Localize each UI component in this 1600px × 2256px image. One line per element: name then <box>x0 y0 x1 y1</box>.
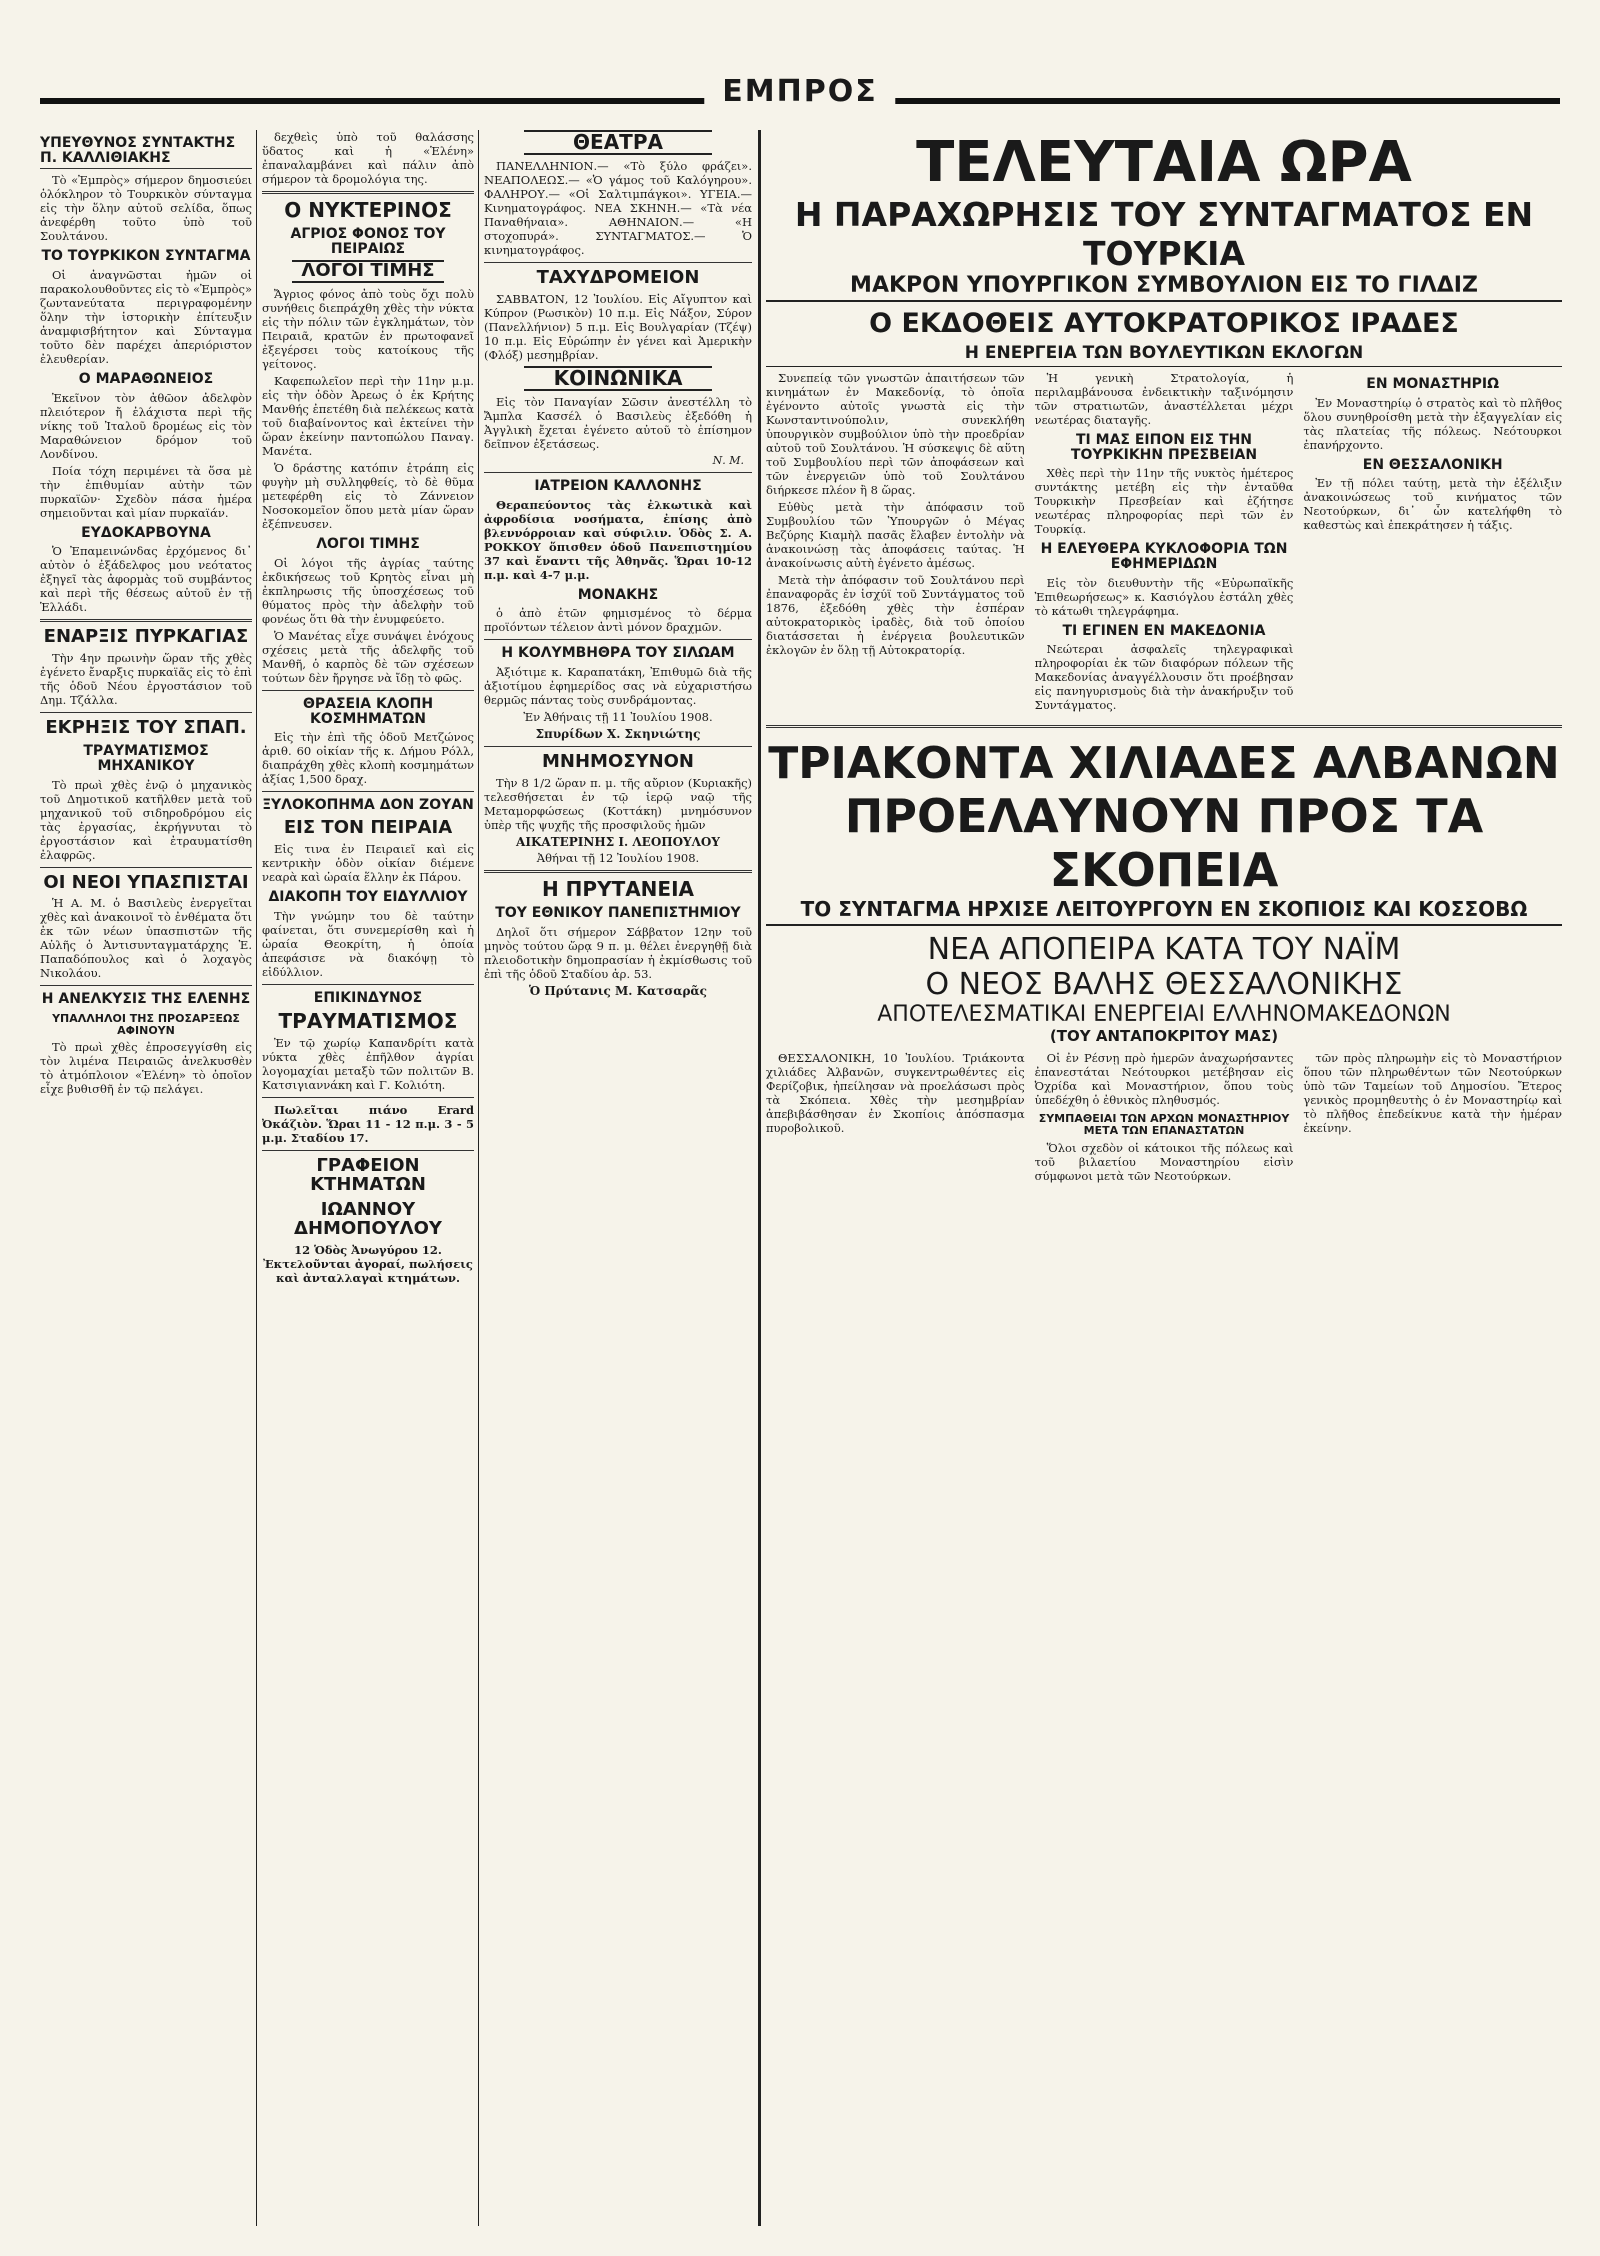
headline: ΟΙ ΝΕΟΙ ΥΠΑΣΠΙΣΤΑΙ <box>43 871 249 893</box>
article-column <box>1303 371 1562 715</box>
subheading: ΤΙ ΕΓΙΝΕΝ ΕΝ ΜΑΚΕΔΟΝΙΑ <box>1062 622 1266 639</box>
article-text: Καφεπωλεῖον περὶ τὴν 11ην μ.μ. εἰς τὴν ὁδὸν Ἀρεως ὁ ἐκ Κρήτης Μανθής ἐπετέθη διὰ πελέκεως κατὰ τοῦ διαβαίνοντος καὶ ἐκτείνει τὴν ὥραν ἐκείνην παντοπώλου Παναγ. Μανέτα. <box>262 374 474 459</box>
masthead <box>40 72 1560 124</box>
article-text: Ὁ δράστης κατόπιν ἐτράπη εἰς φυγὴν μὴ συλληφθείς, τὸ δὲ θῦμα μετεφέρθη εἰς τὸ Ζάννειον Νοσοκομεῖον ὅπου μετὰ μίαν ὥραν ἐξέπνευσεν. <box>262 461 474 532</box>
column-4-main-news <box>766 130 1562 2226</box>
separator <box>262 791 474 792</box>
article-text: Δηλοῖ ὅτι σήμερον Σάββατον 12ην τοῦ μηνὸς τούτου ὥρᾳ 9 π. μ. θέλει ἐνεργηθῇ διὰ πλειοδοτικὴν δημοπρασίαν ἡ ἐκμίσθωσις τοῦ ἐπὶ τῆς ὁδοῦ Σταδίου ἀρ. 53. <box>484 924 752 981</box>
signature: Ὁ Πρύτανις Μ. Κατσαρᾶς <box>529 983 707 998</box>
headline: ΑΠΟΤΕΛΕΣΜΑΤΙΚΑΙ ΕΝΕΡΓΕΙΑΙ ΕΛΛΗΝΟΜΑΚΕΔΟΝΩΝ <box>877 1002 1451 1028</box>
separator <box>484 262 752 263</box>
separator <box>40 985 252 986</box>
article-text: Ὁ Μανέτας εἶχε συνάψει ἐνόχους σχέσεις μετὰ τῆς ἀδελφῆς τοῦ Μανθῆ, ὁ καρπὸς δὲ τῶν σχέσεων τούτων δὲν ἤργησε νὰ ἴδῃ τὸ φῶς. <box>262 628 474 685</box>
headline: ΘΡΑΣΕΙΑ ΚΛΟΠΗ ΚΟΣΜΗΜΑΤΩΝ <box>302 695 434 727</box>
separator <box>40 867 252 868</box>
ad-headline: ΙΩΑΝΝΟΥ ΔΗΜΟΠΟΥΛΟΥ <box>294 1199 442 1239</box>
separator <box>766 725 1562 728</box>
headline: ΜΝΗΜΟΣΥΝΟΝ <box>541 750 694 772</box>
headline: ΞΥΛΟΚΟΠΗΜΑ ΔΟΝ ΖΟΥΑΝ <box>262 797 474 814</box>
byline: (ΤΟΥ ΑΝΤΑΠΟΚΡΙΤΟΥ ΜΑΣ) <box>1049 1027 1279 1046</box>
article-text: Τὴν 8 1/2 ὥραν π. μ. τῆς αὔριον (Κυριακῆς) τελεσθήσεται ἐν τῷ ἱερῷ ναῷ τῆς Μεταμορφώσεως (Κοττάκη) μνημόσυνον ὑπὲρ τῆς ψυχῆς τῆς προσφιλοῦς ἡμῶν <box>484 775 752 832</box>
section-heading: ΘΕΑΤΡΑ <box>524 130 712 155</box>
article-text: τῶν πρὸς πληρωμὴν εἰς τὸ Μοναστήριον ὅπου τῶν πληρωθέντων τῶν Νεοτούρκων ὑπὸ τῶν Ταμείων τοῦ Δημοσίου. Ἔτερος γενικὸς προμηθευτὴς ὁ ἐν Μοναστηρίῳ καὶ τὸ πλῆθος ἐπεδείκνυε κατὰ τὴν ἡμέραν ἐκείνην. <box>1303 1051 1562 1136</box>
article-text: Ἄγριος φόνος ἀπὸ τοὺς ὄχι πολὺ συνήθεις διεπράχθη χθὲς τὴν νύκτα εἰς τὴν πόλιν τῶν ἐγκλημάτων, τὸν Πειραιᾶ, κρατῶν ἐν πρωτοφανεῖ ἐξεγέρσει τοὺς κατοίκους τῆς γείτονος. <box>262 287 474 372</box>
article-text: Ὅλοι σχεδὸν οἱ κάτοικοι τῆς πόλεως καὶ τοῦ βιλαετίου Μοναστηρίου εἰσὶν σύμφωνοι μετὰ τῶν Νεοτούρκων. <box>1034 1140 1294 1183</box>
headline: ΑΓΡΙΟΣ ΦΟΝΟΣ ΤΟΥ ΠΕΙΡΑΙΩΣ <box>290 226 446 257</box>
headline: ΛΟΓΟΙ ΤΙΜΗΣ <box>292 260 444 283</box>
headline: ΤΡΙΑΚΟΝΤΑ ΧΙΛΙΑΔΕΣ ΑΛΒΑΝΩΝ <box>768 738 1560 790</box>
headline: ΝΕΑ ΑΠΟΠΕΙΡΑ ΚΑΤΑ ΤΟΥ ΝΑΪΜ <box>927 932 1401 968</box>
article-text: Ἐκεῖνον τὸν ἀθῶον ἀδελφὸν πλειότερον ἤ ἐλάχιστα περὶ τῆς νίκης τοῦ Ἰταλοῦ δρομέως εἰς τὸν Μαραθώνειον δρόμον τοῦ Λονδίνου. <box>40 390 252 461</box>
editor-line: ΥΠΕΥΘΥΝΟΣ ΣΥΝΤΑΚΤΗΣ Π. ΚΑΛΛΙΘΙΑΚΗΣ <box>40 136 252 169</box>
subheading: ΕΝ ΜΟΝΑΣΤΗΡΙΩ <box>1366 376 1500 392</box>
column-divider <box>256 130 257 2226</box>
headline: ΤΟ ΣΥΝΤΑΓΜΑ ΗΡΧΙΣΕ ΛΕΙΤΟΥΡΓΟΥΝ ΕΝ ΣΚΟΠΙΟΙΣ ΚΑΙ ΚΟΣΣΟΒΩ <box>766 897 1562 926</box>
ad-headline: ΜΟΝΑΚΗΣ <box>577 586 659 603</box>
article-column <box>1303 1051 1562 1185</box>
classified-ad: Πωλεῖται πιάνο Erard Ὀκάζιὸν. Ὥραι 11 - 12 π.μ. 3 - 5 μ.μ. Σταδίου 17. <box>262 1103 474 1146</box>
article-columns <box>766 371 1562 715</box>
headline: ΕΝΑΡΞΙΣ ΠΥΡΚΑΓΙΑΣ <box>43 626 249 648</box>
subheading: Η ΕΛΕΥΘΕΡΑ ΚΥΚΛΟΦΟΡΙΑ ΤΩΝ ΕΦΗΜΕΡΙΔΩΝ <box>1040 541 1288 573</box>
subheading: ΣΥΜΠΑΘΕΙΑΙ ΤΩΝ ΑΡΧΩΝ ΜΟΝΑΣΤΗΡΙΟΥ ΜΕΤΑ ΤΩΝ ΕΠΑΝΑΣΤΑΤΩΝ <box>1038 1112 1290 1137</box>
memorial-name: ΑΙΚΑΤΕΡΙΝΗΣ Ι. ΛΕΟΠΟΥΛΟΥ <box>516 834 720 849</box>
headline: ΕΙΣ ΤΟΝ ΠΕΙΡΑΙΑ <box>283 817 453 839</box>
masthead-title: ΕΜΠΡΟΣ <box>704 74 895 109</box>
separator <box>262 191 474 194</box>
article-text: Εἰς τὸν Παναγίαν Σῶσιν ἀνεστέλλη τὸ Ἄμπλα Κασσέλ ὁ Βασιλεὺς ἐξεδόθη ἡ Ἀγγλικὴ ἔχεται ἐγένετο αὐτοῦ τὸ ἐπίσημον δεῖπνον ἐξετάσεως. <box>484 394 752 451</box>
ad-text: Θεραπεύοντος τὰς ἐλκωτικὰ καὶ ἀφροδίσια νοσήματα, ἐπίσης ἀπὸ βλεννόρροιαν καὶ σύφιλιν. Ὁδὸς Σ. Α. ΡΟΚΚΟΥ ὅπισθεν ὁδοῦ Πανεπιστημίου 37 καὶ ἔναντι τῆς Ἀθηνᾶς. Ὥραι 10-12 π.μ. καὶ 4-7 μ.μ. <box>484 497 752 582</box>
subheading: ΕΝ ΘΕΣΣΑΛΟΝΙΚΗ <box>1362 456 1503 473</box>
article-text: ΠΑΝΕΛΛΗΝΙΟΝ.— «Τὸ ξύλο φράζει». ΝΕΑΠΟΛΕΩΣ.— «Ὁ γάμος τοῦ Καλόγηρου». ΦΑΛΗΡΟΥ.— «Οἱ Σαλτιμπάγκοι». ΥΓΕΙΑ.— Κινηματογράφος. ΝΕΑ ΣΚΗΝΗ.— «Τὰ νέα Παναθήναια». ΑΘΗΝΑΙΟΝ.— «Η στοχοπυρά». ΣΥΝΤΑΓΜΑΤΟΣ.— Ὁ κινηματογράφος. <box>484 159 752 257</box>
article-column <box>1035 371 1294 715</box>
article-text: Εἰς τινα ἐν Πειραιεῖ καὶ εἰς κεντρικὴν ὁδὸν οἰκίαν διέμενε νεαρὰ καὶ ὡραία ἕλλην ἐκ Πάρου. <box>262 841 474 884</box>
separator <box>484 472 752 473</box>
headline: Η ΑΝΕΛΚΥΣΙΣ ΤΗΣ ΕΛΕΝΗΣ <box>41 991 251 1008</box>
article-text: δεχθεὶς ὑπὸ τοῦ θαλάσσης ὕδατος καὶ ἡ «Ἑλένη» ἐπαναλαμβάνει καὶ πάλιν ἀπὸ σήμερον τὰ δρομολόγια της. <box>262 130 474 186</box>
article-text: ΘΕΣΣΑΛΟΝΙΚΗ, 10 Ἰουλίου. Τριάκοντα χιλιάδες Ἀλβανῶν, συγκεντρωθέντες εἰς Φερίζοβικ, ἠπείλησαν νὰ προελάσωσι πρὸς τὰ Σκόπεια. Χθὲς τὴν μεσημβρίαν ἀπεβιβάσθησαν ἐν Σκοπίοις ἀπόσπασμα πυροβολικοῦ. <box>766 1051 1025 1136</box>
section-heading: ΤΑΧΥΔΡΟΜΕΙΟΝ <box>536 267 700 288</box>
article-text: Τὴν 4ην πρωινὴν ὥραν τῆς χθὲς ἐγένετο ἔναρξις πυρκαϊᾶς εἰς τὸ ἐπὶ τῆς ὁδοῦ Νέου ἐργοστάσιον τοῦ Δημ. Τζάλλα. <box>40 651 252 708</box>
column-1 <box>40 130 252 2226</box>
headline: Ο ΝΥΚΤΕΡΙΝΟΣ <box>284 198 452 222</box>
article-columns <box>766 1051 1562 1185</box>
subheading: ΛΟΓΟΙ ΤΙΜΗΣ <box>316 536 420 553</box>
article-text: Ἐν τῇ πόλει ταύτῃ, μετὰ τὴν ἐξέλιξιν ἀνακοινώσεως τοῦ κινήματος τῶν Νεοτούρκων, δι᾽ ὧν κατελήφθη τὸ καθεστὼς καὶ ἐπεκράτησεν ἡ τάξις. <box>1303 476 1562 533</box>
main-headline: ΤΕΛΕΥΤΑΙΑ ΩΡΑ <box>916 130 1412 195</box>
article-column <box>766 371 1025 715</box>
article-text: Εὐθὺς μετὰ τὴν ἀπόφασιν τοῦ Συμβουλίου τῶν Ὑπουργῶν ὁ Μέγας Βεζύρης Κιαμὴλ πασᾶς ἔλαβεν ἐντολὴν νὰ ἀνακοινώσῃ τὰς ἀποφάσεις ταύτας. Ἡ ἀνακοίνωσις αὐτὴ ἐγένετο ἀμέσως. <box>766 500 1025 570</box>
headline: Η ΠΡΥΤΑΝΕΙΑ <box>541 876 695 901</box>
subheading: ΤΟ ΤΟΥΡΚΙΚΟΝ ΣΥΝΤΑΓΜΑ <box>41 248 251 265</box>
separator <box>484 746 752 747</box>
ad-text: 12 Ὁδὸς Ἀνωγύρου 12. Ἐκτελοῦνται ἀγοραί, πωλήσεις καὶ ἀνταλλαγαὶ κτημάτων. <box>263 1242 473 1285</box>
headline: Η ΚΟΛΥΜΒΗΘΡΑ ΤΟΥ ΣΙΛΩΑΜ <box>501 645 735 662</box>
article-text: Ἐν τῷ χωρίῳ Καπανδρίτι κατὰ νύκτα χθὲς ἐπῆλθον ἀγρίαι λογομαχίαι μεταξὺ τῶν πολιτῶν Β. Κατσιγιαννάκη καὶ Γ. Κολιότη. <box>262 1036 474 1093</box>
article-column <box>766 1051 1025 1185</box>
article-text: Τὴν γνώμην του δὲ ταύτην φαίνεται, ὅτι συνεμερίσθη καὶ ἡ ὡραία Θεοκρίτη, ἡ ὁποία ἀπεφάσισε νὰ διακόψῃ τὸ εἰδύλλιον. <box>262 908 474 979</box>
article-text: Εἰς τὸν διευθυντὴν τῆς «Εὐρωπαϊκῆς Ἐπιθεωρήσεως» κ. Κασιόγλου ἐστάλη χθὲς τὸ κάτωθι τηλεγράφημα. <box>1034 575 1294 618</box>
separator <box>262 690 474 691</box>
headline: Η ΠΑΡΑΧΩΡΗΣΙΣ ΤΟΥ ΣΥΝΤΑΓΜΑΤΟΣ ΕΝ ΤΟΥΡΚΙΑ <box>794 195 1534 273</box>
date-line: Ἀθήναι τῇ 12 Ἰουλίου 1908. <box>536 850 700 865</box>
separator <box>40 619 252 622</box>
headline: ΥΠΑΛΛΗΛΟΙ ΤΗΣ ΠΡΟΣΑΡΞΕΩΣ ΑΦΙΝΟΥΝ <box>52 1012 240 1037</box>
subheading: ΕΥΔΟΚΑΡΒΟΥΝΑ <box>81 524 211 541</box>
article-text: Ποία τόχη περιμένει τὰ ὅσα μὲ τὴν ἐπιθυμίαν αὐτὴν τῶν πυρκαϊῶν· Σχεδὸν πάσα ἡμέρα σημειοῦνται καὶ μίαν πυρκαϊάν. <box>40 463 252 520</box>
headline: ΤΡΑΥΜΑΤΙΣΜΟΣ ΜΗΧΑΝΙΚΟΥ <box>83 743 209 774</box>
article-text: Οἱ ἐν Ρέσνῃ πρὸ ἡμερῶν ἀναχωρήσαντες ἐπανεστάται Νεότουρκοι μετέβησαν εἰς Ὀχρίδα καὶ Μοναστήριον, ὅπου τοὺς ὑπεδέχθη ὁ ἐθνικὸς πληθυσμός. <box>1034 1051 1294 1108</box>
headline: ΠΡΟΕΛΑΥΝΟΥΝ ΠΡΟΣ ΤΑ ΣΚΟΠΕΙΑ <box>844 789 1484 898</box>
column-2 <box>262 130 474 2226</box>
separator <box>262 1150 474 1151</box>
article-text: Οἱ λόγοι τῆς ἀγρίας ταύτης ἐκδικήσεως τοῦ Κρητὸς εἶναι μὴ ἐκπληρωσις τῆς ὑποσχέσεως τοῦ θύματος πρὸς τὴν ἀδελφὴν τοῦ φονέως ὅτι θὰ τὴν ἐνυμφεύετο. <box>262 555 474 626</box>
headline: ΤΡΑΥΜΑΤΙΣΜΟΣ <box>278 1009 458 1034</box>
article-text: ΣΑΒΒΑΤΟΝ, 12 Ἰουλίου. Εἰς Αἴγυπτον καὶ Κύπρον (Ρωσικὸν) 10 π.μ. Εἰς Νάξον, Σύρον (Πανελλήνιον) 5 π.μ. Εἰς Βουλγαρίαν (Τζέψ) 10 π.μ. Εἰς Εὐρώπην ἐν γένει καὶ Ἀμερικὴν (Φλόξ) μεσημβρίαν. <box>484 291 752 362</box>
headline: ΤΟΥ ΕΘΝΙΚΟΥ ΠΑΝΕΠΙΣΤΗΜΙΟΥ <box>495 904 741 921</box>
headline: ΕΚΡΗΞΙΣ ΤΟΥ ΣΠΑΠ. <box>45 717 247 739</box>
article-text: Ἀξιότιμε κ. Καραπατάκη, Ἐπιθυμῶ διὰ τῆς ἀξιοτίμου ἐφημερίδος σας νὰ εὐχαριστήσω θερμῶς πάντας τοὺς συνδράμοντας. <box>484 664 752 707</box>
article-text: Οἱ ἀναγνῶσται ἡμῶν οἱ παρακολουθοῦντες εἰς τὸ «Ἐμπρὸς» ζωντανεύτατα περιγραφομένην ὅλην τὴν ἱστορικὴν ἐπίτευξιν ἀναμφισβήτητον καὶ Σύνταγμα τοῦτο δὲν παρέχει ἀπεριόριστον ἐλευθερίαν. <box>40 268 252 367</box>
separator <box>484 870 752 873</box>
signature: Σπυρίδων Χ. Σκηνιώτης <box>535 726 701 741</box>
article-text: Τὸ πρωὶ χθὲς ἐπροσεγγίσθη εἰς τὸν λιμένα Πειραιῶς ἀνελκυσθὲν τὸ ἀτμόπλοιον «Ἑλένη» τὸ ὁποῖον εἶχε βυθισθῆ ἐν τῷ πελάγει. <box>40 1040 252 1097</box>
column-divider <box>758 130 761 2226</box>
separator <box>484 639 752 640</box>
article-text: Ἡ Α. Μ. ὁ Βασιλεὺς ἐνεργεῖται χθὲς καὶ ἀνακοινοῖ τὸ ἐνθέματα ὅτι ἐκ τῶν νέων ὑπασπιστῶν τῆς Αὐλῆς ὁ Ἀντισυνταγματάρχης Ἑ. Παπαδόπουλος καὶ ὁ λοχαγὸς Νικολάου. <box>40 896 252 981</box>
article-text: Νεώτεραι ἀσφαλεῖς τηλεγραφικαὶ πληροφορίαι ἐκ τῶν διαφόρων πόλεων τῆς Μακεδονίας ἀναγγέλλουσιν ὅτι προέβησαν εἰς πανηγυρισμοὺς διὰ τὴν ἀνακήρυξιν τοῦ Συντάγματος. <box>1034 642 1294 713</box>
headline: ΜΑΚΡΟΝ ΥΠΟΥΡΓΙΚΟΝ ΣΥΜΒΟΥΛΙΟΝ ΕΙΣ ΤΟ ΓΙΛΔΙΖ <box>766 273 1562 302</box>
headline: Ο ΝΕΟΣ ΒΑΛΗΣ ΘΕΣΣΑΛΟΝΙΚΗΣ <box>925 967 1403 1003</box>
subheading: Ο ΜΑΡΑΘΩΝΕΙΟΣ <box>78 371 214 388</box>
headline: ΕΠΙΚΙΝΔΥΝΟΣ <box>313 989 423 1006</box>
ad-headline: ΓΡΑΦΕΙΟΝ ΚΤΗΜΑΤΩΝ <box>310 1155 426 1196</box>
article-text: Συνεπείᾳ τῶν γνωστῶν ἀπαιτήσεων τῶν κινημάτων ἐν Μακεδονίᾳ, τὸ ὁποῖα ἐγένοντο αὐτοῖς γνωστὰ εἰς τὴν Κωνσταντινούπολιν, συνεκλήθη ὑπουργικὸν συμβούλιον ὑπὸ τὴν προεδρίαν αὐτοῦ τοῦ Σουλτάνου. Ἡ σύσκεψις δὲ αὕτη τοῦ Συμβουλίου περὶ τῶν ἀποφάσεων καὶ τῶν ἐνεργειῶν ὑπὸ τοῦ Σουλτάνου διήρκεσε πλέον ἢ 8 ὥρας. <box>766 371 1025 497</box>
date-line: Ἐν Ἀθήναις τῇ 11 Ἰουλίου 1908. <box>523 709 713 724</box>
separator <box>262 984 474 985</box>
article-text: Ἡ γενικὴ Στρατολογία, ἡ περιλαμβάνουσα ἐνδεικτικὴν ταξινόμησιν τῶν στρατιωτῶν, ἀναστέλλεται μέχρι νεωτέρας διαταγῆς. <box>1034 371 1294 427</box>
article-text: Ὁ Ἐπαμεινώνδας ἐρχόμενος δι᾽ αὐτὸν ὁ ἐξάδελφος μου νεότατος ἐξηγεῖ τὰς ἀφορμὰς τοῦ συμβάντος καὶ περὶ τῆς θέσεως αὐτοῦ ἐν τῇ Ἑλλάδι. <box>40 544 252 615</box>
subheading: ΔΙΑΚΟΠΗ ΤΟΥ ΕΙΔΥΛΛΙΟΥ <box>268 888 468 905</box>
section-heading: ΚΟΙΝΩΝΙΚΑ <box>524 366 712 391</box>
separator <box>262 1097 474 1098</box>
article-text: Χθὲς περὶ τὴν 11ην τῆς νυκτὸς ἡμέτερος συντάκτης μετέβη εἰς τὴν ἐνταῦθα Τουρκικὴν Πρεσβείαν καὶ ἐζήτησε νεωτέρας πληροφορίας περὶ τῶν ἐν Τουρκίᾳ. <box>1034 466 1294 537</box>
subheading: ΤΙ ΜΑΣ ΕΙΠΟΝ ΕΙΣ ΤΗΝ ΤΟΥΡΚΙΚΗΝ ΠΡΕΣΒΕΙΑΝ <box>1070 432 1258 463</box>
article-text: Εἰς τὴν ἐπὶ τῆς ὁδοῦ Μετζώνος ἀριθ. 60 οἰκίαν τῆς κ. Δήμου Ρόλλ, διαπράχθη χθὲς κλοπὴ κοσμημάτων ἀξίας 1,500 δραχ. <box>262 730 474 787</box>
ad-text: ὁ ἀπὸ ἐτῶν φημισμένος τὸ δέρμα προϊόντων τέλειον ἀντὶ μόνον δραχμῶν. <box>484 606 752 635</box>
article-text: Τὸ πρωὶ χθὲς ἐνῷ ὁ μηχανικὸς τοῦ Δημοτικοῦ κατῆλθεν μετὰ τοῦ μηχανικοῦ τοῦ σιδηροδρόμου εἰς τὰς ἐργασίας, ἐκρήγνυται τὸ ἐργοστάσιον καὶ ἐτραυματίσθη ἐλαφρῶς. <box>40 777 252 862</box>
article-text: Ἐν Μοναστηρίῳ ὁ στρατὸς καὶ τὸ πλῆθος ὅλου συνηθροίσθη μετὰ τὴν ἐξαγγελίαν εἰς τὰς πλατείας τῆς πόλεως. Νεότουρκοι ἐπανήρχοντο. <box>1303 395 1562 452</box>
ad-headline: ΙΑΤΡΕΙΟΝ ΚΑΛΛΟΝΗΣ <box>534 477 702 494</box>
column-3 <box>484 130 752 2226</box>
article-text: Μετὰ τὴν ἀπόφασιν τοῦ Σουλτάνου περὶ ἐπαναφορᾶς ἐν ἰσχύϊ τοῦ Συντάγματος τοῦ 1876, ἐξεδόθη χθὲς τὴν ἐσπέραν αὐτοκρατορικὸς ἰραδὲς, διὰ τοῦ ὁποίου διατάσσεται ἡ ἐνέργεια βουλευτικῶν ἐκλογῶν ἐν ὅλῃ τῇ Αὐτοκρατορίᾳ. <box>766 573 1025 657</box>
signature: Ν. Μ. <box>712 453 744 467</box>
headline: Η ΕΝΕΡΓΕΙΑ ΤΩΝ ΒΟΥΛΕΥΤΙΚΩΝ ΕΚΛΟΓΩΝ <box>766 343 1562 367</box>
article-text: Τὸ «Ἐμπρὸς» σήμερον δημοσιεύει ὁλόκληρον τὸ Τουρκικὸν σύνταγμα εἰς τὴν ὅλην αὐτοῦ σελίδα, ὅπως ἀνεφέρθη τοῦτο ὑπὸ τοῦ Σουλτάνου. <box>40 173 252 244</box>
headline: Ο ΕΚΔΟΘΕΙΣ ΑΥΤΟΚΡΑΤΟΡΙΚΟΣ ΙΡΑΔΕΣ <box>869 308 1459 339</box>
column-divider <box>478 130 479 2226</box>
article-column <box>1035 1051 1294 1185</box>
separator <box>40 712 252 713</box>
